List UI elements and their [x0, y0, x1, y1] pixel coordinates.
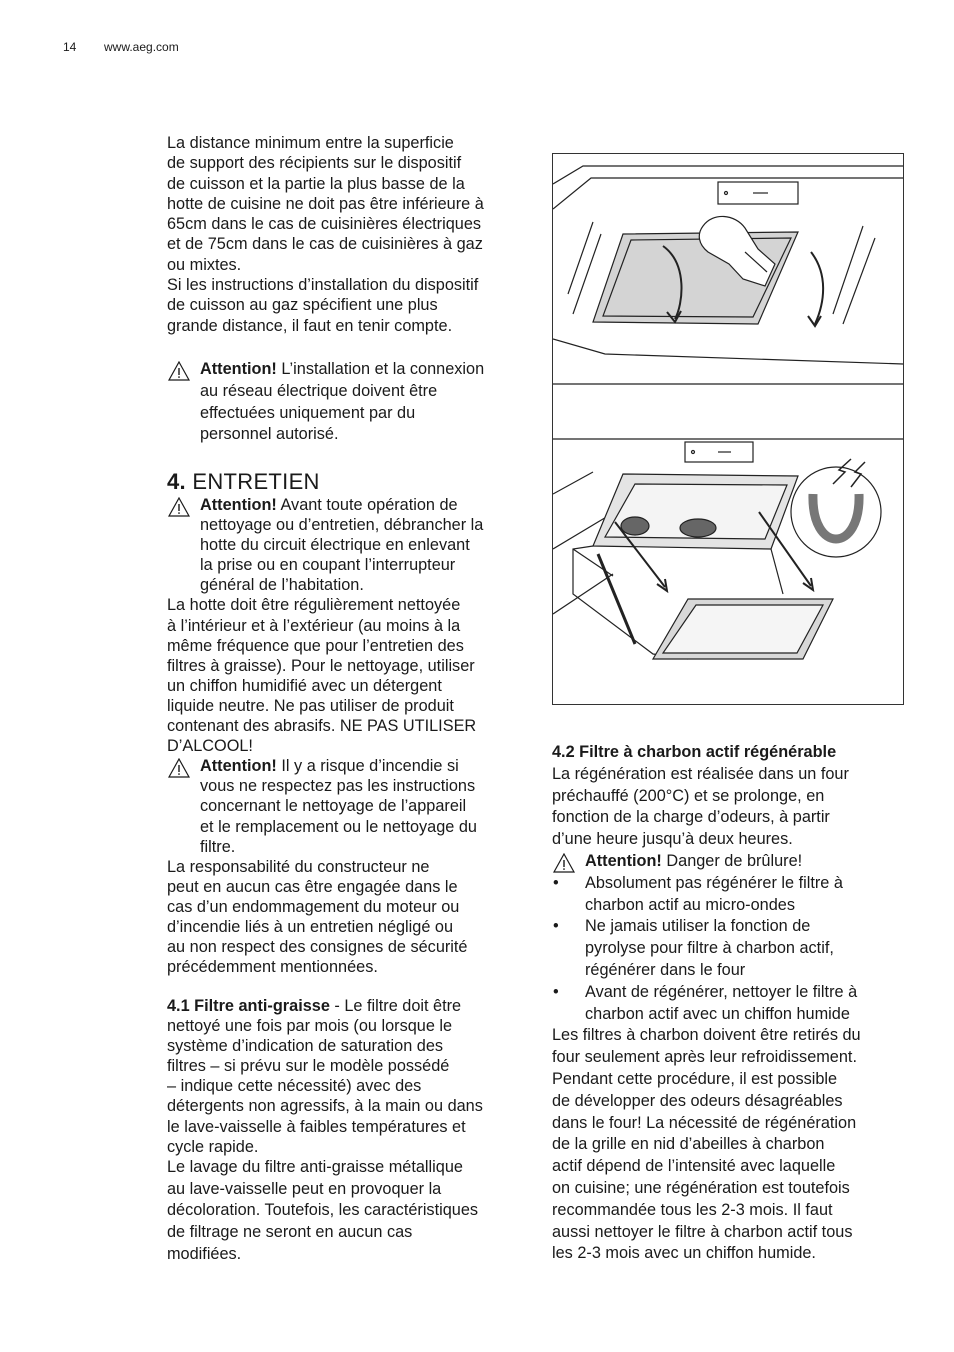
text-line: 65cm dans le cas de cuisinières électriques — [167, 215, 482, 234]
list-item: • Ne jamais utiliser la fonction de pyrolyse pour filtre à charbon actif, régénérer dans le four — [552, 916, 912, 981]
text-line: de cuisson et la partie la plus basse de la — [167, 174, 465, 193]
section-heading-entretien: 4. ENTRETIEN — [167, 469, 320, 494]
install-warning — [167, 359, 527, 446]
text-line: de support des récipients sur le dispositif — [167, 154, 462, 173]
warning-block: Attention! Il y a risque d’incendie si vous ne respectez pas les instructions concernant le nettoyage de l’appareil et le remplacement ou le nettoyage du filtre. — [167, 756, 527, 856]
section-4-body: Attention! Avant toute opération de nettoyage ou d’entretien, débrancher la hotte du circuit électrique en enlevant la prise ou en coupant l’interrupteur général de l’habitation. La hotte doit être régulièrement nettoyée à l’intérieur et à l’extérieur (au moins à la même fréquence que pour l’entretien des filtres à graisse). Pour le nettoyage, utiliser un chiffon humidifié avec un détergent liquide neutre. Ne pas utiliser de produit contenant des abrasifs. NE PAS UTILISER D’ALCOOL! Attention! Il y a risque d’incendie si vous ne respectez pas les instructions concernant le nettoyage de l’appareil et le remplacement ou le nettoyage du filtre. La responsabilité du constructeur ne peut en aucun cas être engagée dans le cas d’un endommagement du moteur ou d’incendie liés à un entretien négligé ou au non respect des consignes de sécurité précédemment mentionnées. — [167, 495, 527, 977]
section-4-1: 4.1 Filtre anti-graisse - Le filtre doit être nettoyé une fois par mois (ou lorsque le système d’indication de saturation des filtres – si prévu sur le modèle possédé – indique cette nécessité) avec des détergents non agressifs, à la main ou dans le lave-vaisselle à faibles températures et cycle rapide. Le lavage du filtre anti-graisse métallique au lave-vaisselle peut en provoquer la décoloration. Toutefois, les caractéristiques de filtrage ne seront en aucun cas modifiées. — [167, 997, 483, 1263]
text-line: au réseau électrique doivent être — [200, 381, 438, 400]
hood-diagram — [553, 154, 903, 704]
page-number: 14 — [63, 40, 77, 54]
warning-label: Attention! — [585, 851, 662, 870]
warning-triangle-icon — [168, 497, 190, 517]
text-line: personnel autorisé. — [200, 425, 339, 444]
warning-triangle-icon — [168, 758, 190, 778]
warning-block: Attention! L’installation et la connexion au réseau électrique doivent être effectuées uniquement par du personnel autorisé. — [167, 359, 527, 446]
subsection-title: 4.1 Filtre anti-graisse — [167, 997, 330, 1015]
text-line: effectuées uniquement par du — [200, 403, 416, 422]
subsection-title: 4.2 Filtre à charbon actif régénérable — [552, 743, 837, 761]
text-line: hotte de cuisine ne doit pas être inférieure à — [167, 194, 484, 213]
warning-triangle-icon — [553, 853, 575, 873]
warning-label: Attention! — [200, 360, 277, 378]
warning-block: Attention! Danger de brûlure! — [552, 851, 912, 873]
list-item: • Absolument pas régénérer le filtre à charbon actif au micro-ondes — [552, 873, 912, 917]
intro-paragraph — [167, 133, 527, 336]
warning-label: Attention! — [200, 757, 277, 776]
warning-label: Attention! — [200, 496, 277, 514]
text-line: Si les instructions d’installation du dispositif — [167, 276, 479, 295]
regeneration-bullets — [552, 873, 912, 1026]
filter-removal-illustration — [552, 153, 904, 705]
warning-triangle-icon — [168, 361, 190, 381]
website-url: www.aeg.com — [104, 40, 179, 54]
warning-block: Attention! Avant toute opération de nettoyage ou d’entretien, débrancher la hotte du circuit électrique en enlevant la prise ou en coupant l’interrupteur général de l’habitation. — [167, 495, 527, 595]
text-line: de cuisson au gaz spécifient une plus — [167, 296, 438, 315]
text-line: ou mixtes. — [167, 255, 242, 274]
list-item: • Avant de régénérer, nettoyer le filtre à charbon actif avec un chiffon humide — [552, 982, 912, 1026]
text-line: La distance minimum entre la superficie — [167, 134, 454, 152]
text-line: et de 75cm dans le cas de cuisinières à gaz — [167, 235, 483, 254]
section-4-2: 4.2 Filtre à charbon actif régénérable La régénération est réalisée dans un four préchauffé (200°C) et se prolonge, en fonction de la charge d’odeurs, à partir d’une heure jusqu’à deux heures. Attention! Danger de brûlure! • Absolument pas régénérer le filtre à charbon actif au micro-ondes • Ne jamais utiliser la fonction de pyrolyse pour filtre à charbon actif, régénérer dans le four • Avant de régénérer, nettoyer le filtre à charbon actif avec un chiffon humide Les filtres à charbon doivent être retirés du four seulement après leur refroidissement. Pendant cette procédure, il est possible de développer des odeurs désagréables dans le four! La nécessité de régénération de la grille en nid d’abeilles à charbon actif dépend de l’intensité avec laquelle on cuisine; une régénération est toutefois recommandée tous les 2-3 mois. Il faut aussi nettoyer le filtre à charbon actif tous les 2-3 mois avec un chiffon humide. — [552, 742, 912, 1265]
text-line: grande distance, il faut en tenir compte. — [167, 316, 453, 335]
